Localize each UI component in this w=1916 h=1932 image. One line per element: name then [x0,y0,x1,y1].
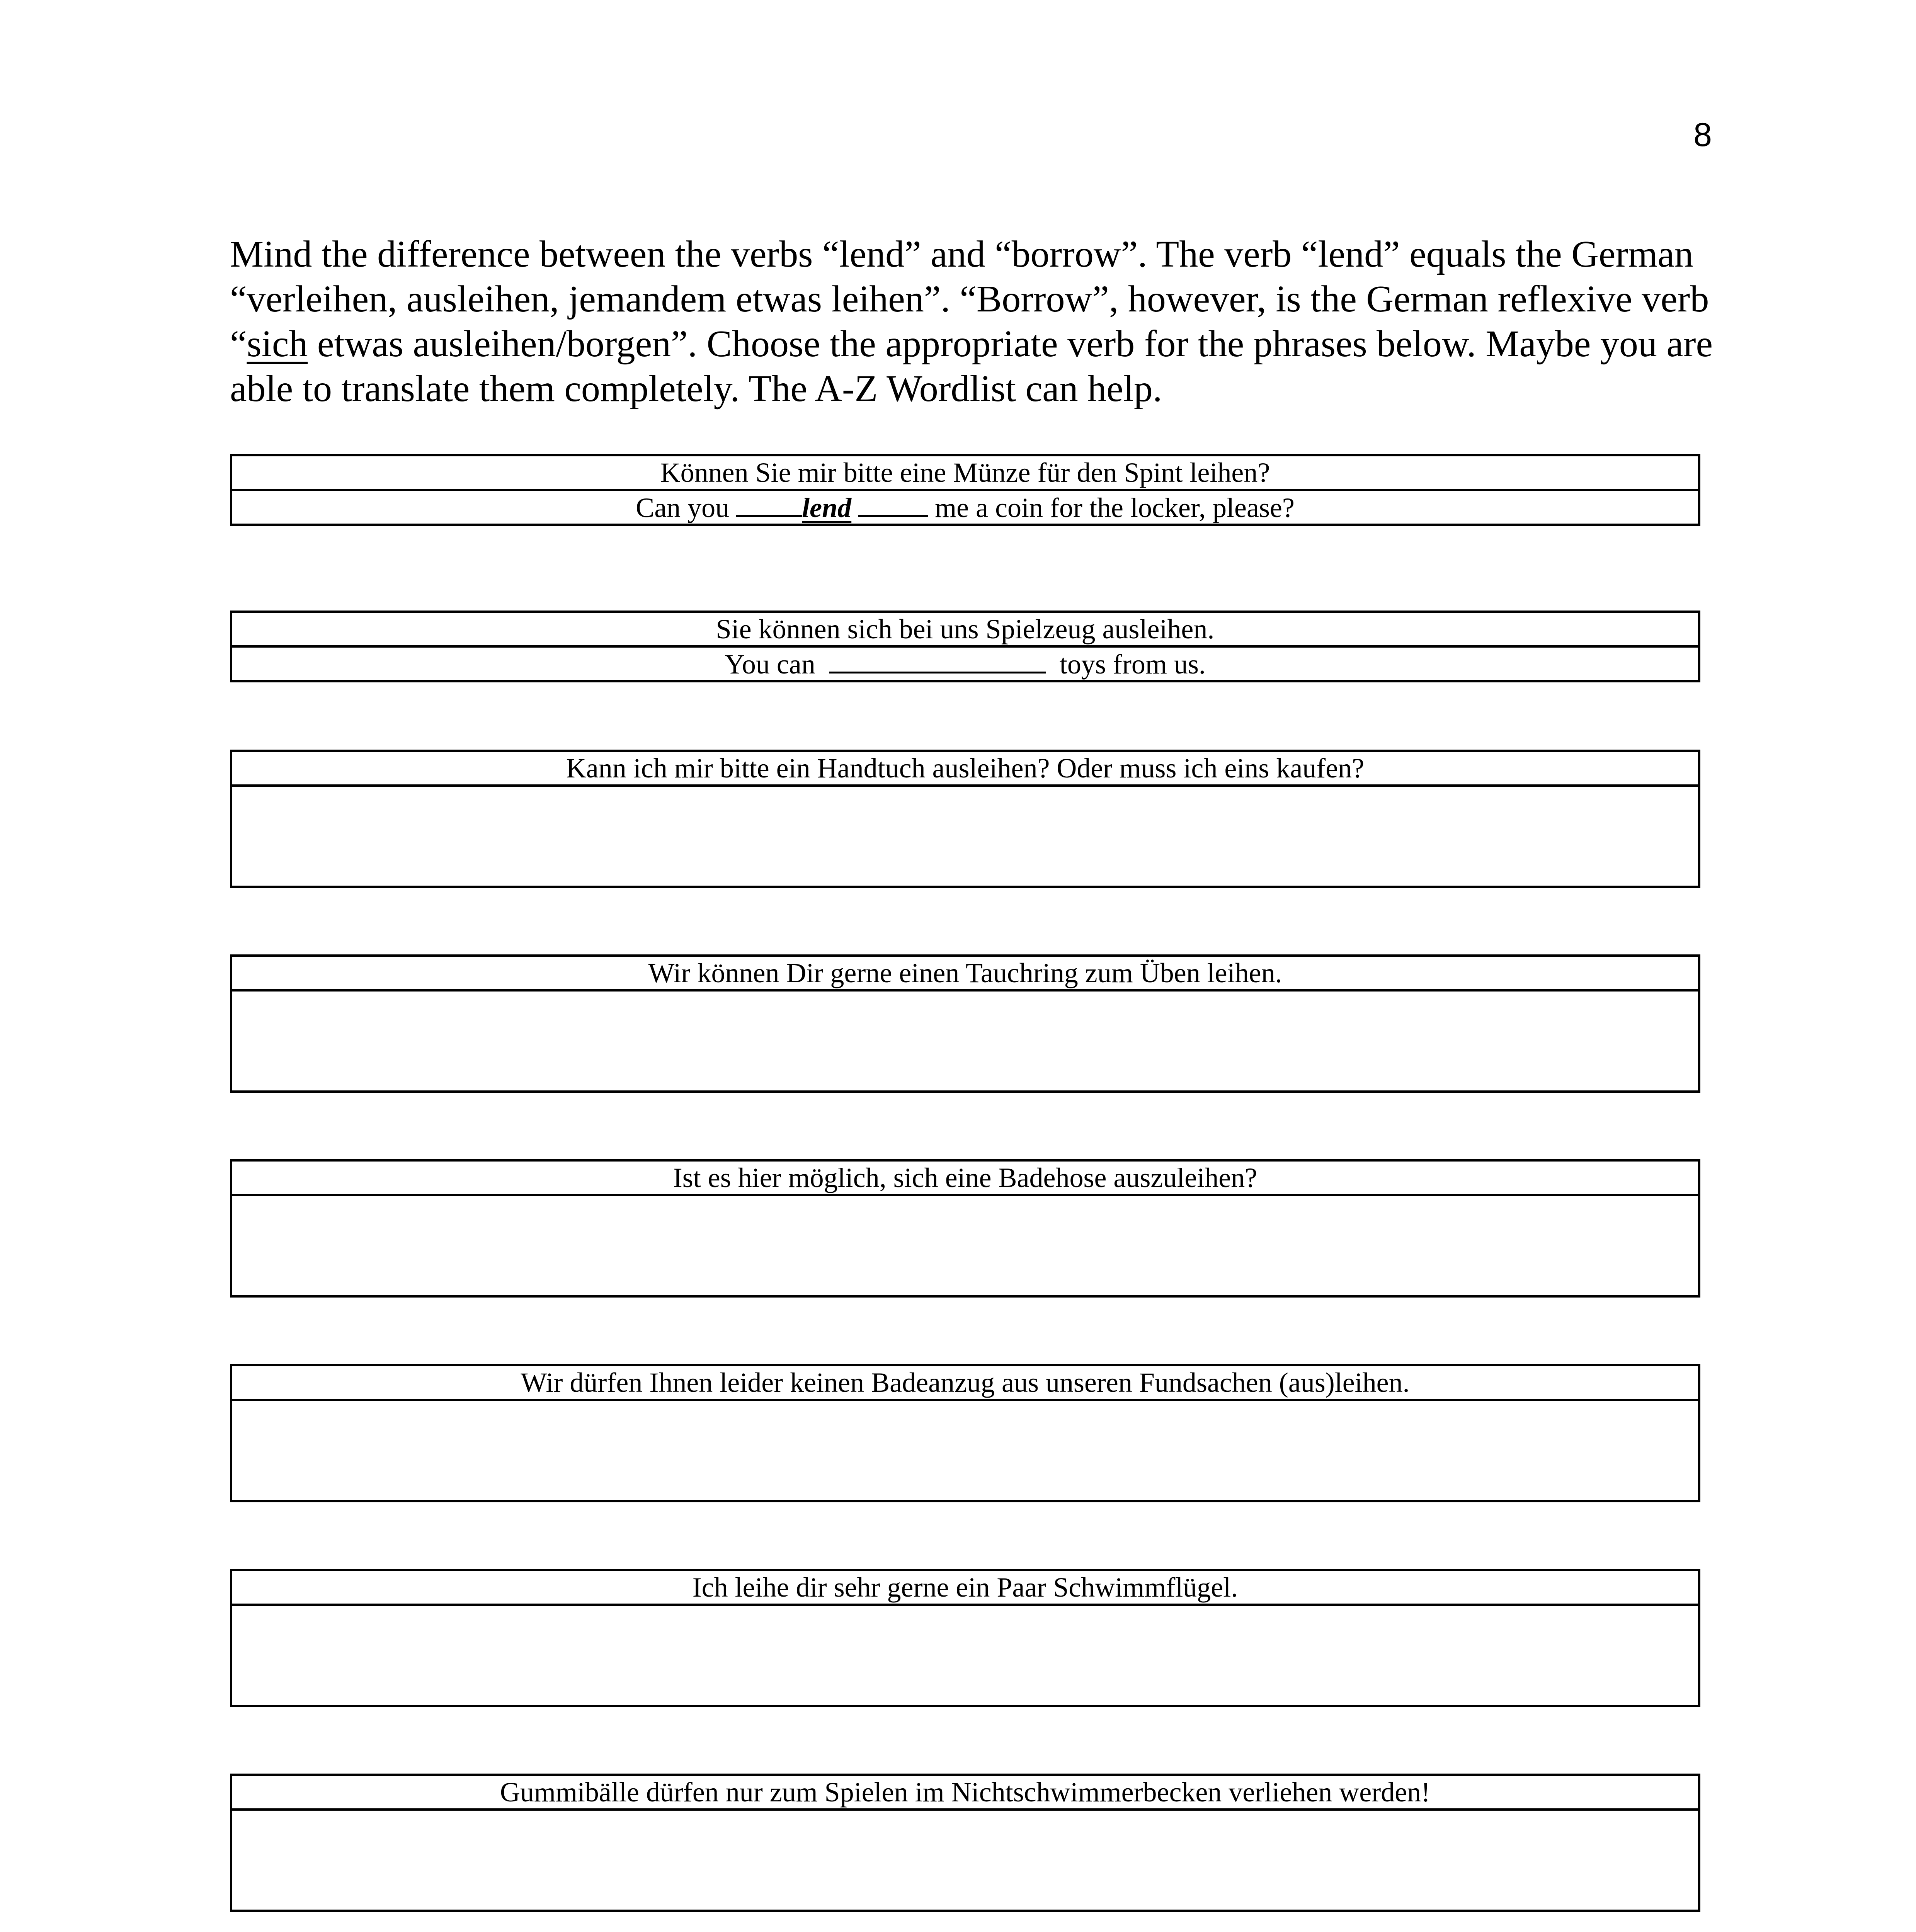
answer-blank-input[interactable] [829,648,1046,673]
blank-line [736,491,802,517]
english-suffix: toys from us. [1052,649,1206,680]
exercise-3 [230,750,1700,888]
answer-box[interactable] [232,1399,1698,1500]
english-prefix: Can you [636,492,737,523]
german-sentence: Ich leihe dir sehr gerne ein Paar Schwimmflügel. [692,1572,1238,1603]
instructions-paragraph [230,232,1718,411]
blank-line [858,491,928,517]
german-sentence: Ist es hier möglich, sich eine Badehose auszuleihen? [673,1162,1257,1193]
german-sentence: Wir dürfen Ihnen leider keinen Badeanzug aus unseren Fundsachen (aus)leihen. [521,1367,1410,1398]
german-sentence: Sie können sich bei uns Spielzeug ausleihen. [716,614,1215,645]
english-prefix: You can [725,649,822,680]
exercise-6 [230,1364,1700,1502]
instructions-underlined-word: sich [247,323,308,365]
german-sentence: Gummibälle dürfen nur zum Spielen im Nichtschwimmerbecken verliehen werden! [500,1777,1431,1808]
instructions-text-1: Mind the difference between the verbs “lend” and “borrow”. The verb “lend” equals the German “verleihen, ausleihen, jemandem etwas leihen”. “Borrow”, however, is the German reflexive verb “ [230,233,1709,365]
answer-box[interactable] [232,1604,1698,1705]
german-sentence: Wir können Dir gerne einen Tauchring zum Üben leihen. [648,957,1282,988]
exercise-4 [230,954,1700,1093]
instructions-text-2: etwas ausleihen/borgen”. Choose the appropriate verb for the phrases below. Maybe you are able to translate them completely. The A-Z Wordlist can help. [230,323,1713,410]
exercise-8 [230,1774,1700,1912]
answer-box[interactable] [232,1194,1698,1295]
exercise-7 [230,1569,1700,1707]
example-answer: lend [802,492,852,523]
exercise-2 [230,611,1700,682]
english-suffix: me a coin for the locker, please? [928,492,1295,523]
page-number: 8 [1693,116,1712,153]
exercise-5 [230,1159,1700,1298]
english-answer-row [232,645,1698,680]
answer-box[interactable] [232,1808,1698,1910]
answer-box[interactable] [232,989,1698,1090]
answer-box[interactable] [232,784,1698,886]
german-sentence: Können Sie mir bitte eine Münze für den Spint leihen? [660,457,1270,488]
german-sentence: Kann ich mir bitte ein Handtuch ausleihen? Oder muss ich eins kaufen? [566,753,1365,784]
exercise-1 [230,454,1700,526]
english-answer-row [232,489,1698,524]
